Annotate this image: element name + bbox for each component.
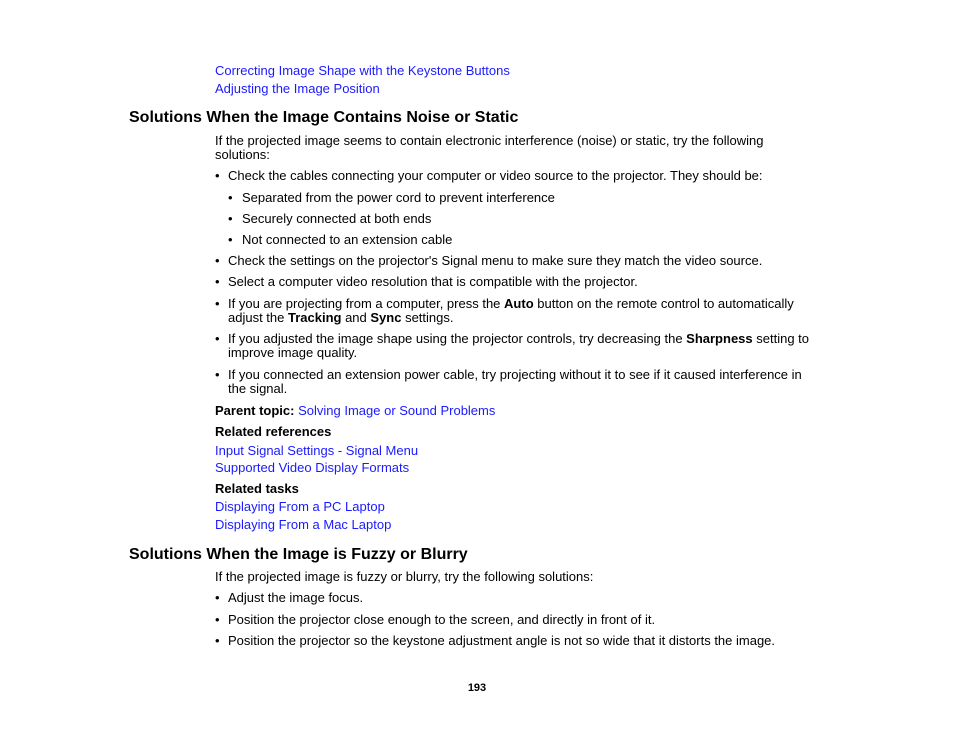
list-item-text: Securely connected at both ends bbox=[242, 211, 432, 226]
bullet-icon: • bbox=[215, 633, 220, 648]
list-item bbox=[215, 254, 821, 268]
bullet-icon: • bbox=[228, 211, 233, 226]
list-item bbox=[215, 169, 821, 183]
list-item bbox=[215, 368, 821, 396]
bullet-icon: • bbox=[228, 232, 233, 247]
list-item-text: Check the cables connecting your computer or video source to the projector. They should be: bbox=[228, 168, 763, 183]
link-supported-video-formats[interactable]: Supported Video Display Formats bbox=[215, 460, 410, 475]
sub-list-item bbox=[228, 233, 818, 247]
section-heading-noise-static: Solutions When the Image Contains Noise or Static bbox=[129, 109, 519, 126]
list-item bbox=[215, 613, 821, 627]
bullet-icon: • bbox=[215, 274, 220, 289]
link-keystone-buttons[interactable]: Correcting Image Shape with the Keystone Buttons bbox=[215, 63, 510, 78]
bullet-icon: • bbox=[215, 367, 220, 382]
list-item-text: Separated from the power cord to prevent interference bbox=[242, 190, 555, 205]
list-item bbox=[215, 332, 821, 360]
list-item-text: If you are projecting from a computer, press the Auto button on the remote control to automatically adjust the Tracking and Sync settings. bbox=[228, 296, 794, 325]
bullet-icon: • bbox=[215, 168, 220, 183]
list-item-text: Adjust the image focus. bbox=[228, 590, 364, 605]
list-item-text: If you connected an extension power cable, try projecting without it to see if it caused interference in the signal. bbox=[228, 367, 802, 396]
parent-topic-label: Parent topic: bbox=[215, 403, 295, 418]
parent-topic bbox=[215, 404, 495, 418]
link-solving-image-sound[interactable]: Solving Image or Sound Problems bbox=[298, 403, 496, 418]
list-item-text: Select a computer video resolution that is compatible with the projector. bbox=[228, 274, 638, 289]
section-heading-fuzzy-blurry: Solutions When the Image is Fuzzy or Blurry bbox=[129, 546, 468, 563]
link-adjusting-image-position[interactable]: Adjusting the Image Position bbox=[215, 81, 380, 96]
sub-list-item bbox=[228, 212, 818, 226]
list-item-text: Not connected to an extension cable bbox=[242, 232, 453, 247]
ui-term-sync: Sync bbox=[370, 310, 402, 325]
list-item-text: Position the projector close enough to the screen, and directly in front of it. bbox=[228, 612, 656, 627]
list-item-text: Position the projector so the keystone adjustment angle is not so wide that it distorts the image. bbox=[228, 633, 776, 648]
page-number: 193 bbox=[467, 682, 487, 694]
list-item bbox=[215, 591, 821, 605]
bullet-icon: • bbox=[215, 253, 220, 268]
link-displaying-pc-laptop[interactable]: Displaying From a PC Laptop bbox=[215, 499, 385, 514]
related-references-label: Related references bbox=[215, 424, 332, 439]
related-tasks-label: Related tasks bbox=[215, 481, 299, 496]
list-item-text: Check the settings on the projector's Signal menu to make sure they match the video source. bbox=[228, 253, 763, 268]
list-item bbox=[215, 275, 821, 289]
bullet-icon: • bbox=[215, 612, 220, 627]
bullet-icon: • bbox=[228, 190, 233, 205]
ui-term-sharpness: Sharpness bbox=[686, 331, 753, 346]
link-displaying-mac-laptop[interactable]: Displaying From a Mac Laptop bbox=[215, 517, 392, 532]
ui-term-tracking: Tracking bbox=[288, 310, 342, 325]
bullet-icon: • bbox=[215, 296, 220, 311]
list-item bbox=[215, 634, 821, 648]
section-intro: If the projected image is fuzzy or blurry, try the following solutions: bbox=[215, 569, 594, 584]
bullet-icon: • bbox=[215, 590, 220, 605]
link-input-signal-settings[interactable]: Input Signal Settings - Signal Menu bbox=[215, 443, 419, 458]
section-intro: If the projected image seems to contain electronic interference (noise) or static, try the following solutions: bbox=[215, 133, 764, 162]
sub-list-item bbox=[228, 191, 818, 205]
ui-term-auto: Auto bbox=[504, 296, 534, 311]
list-item-text: If you adjusted the image shape using the projector controls, try decreasing the Sharpness setting to improve image quality. bbox=[228, 331, 810, 360]
list-item bbox=[215, 297, 821, 325]
bullet-icon: • bbox=[215, 331, 220, 346]
